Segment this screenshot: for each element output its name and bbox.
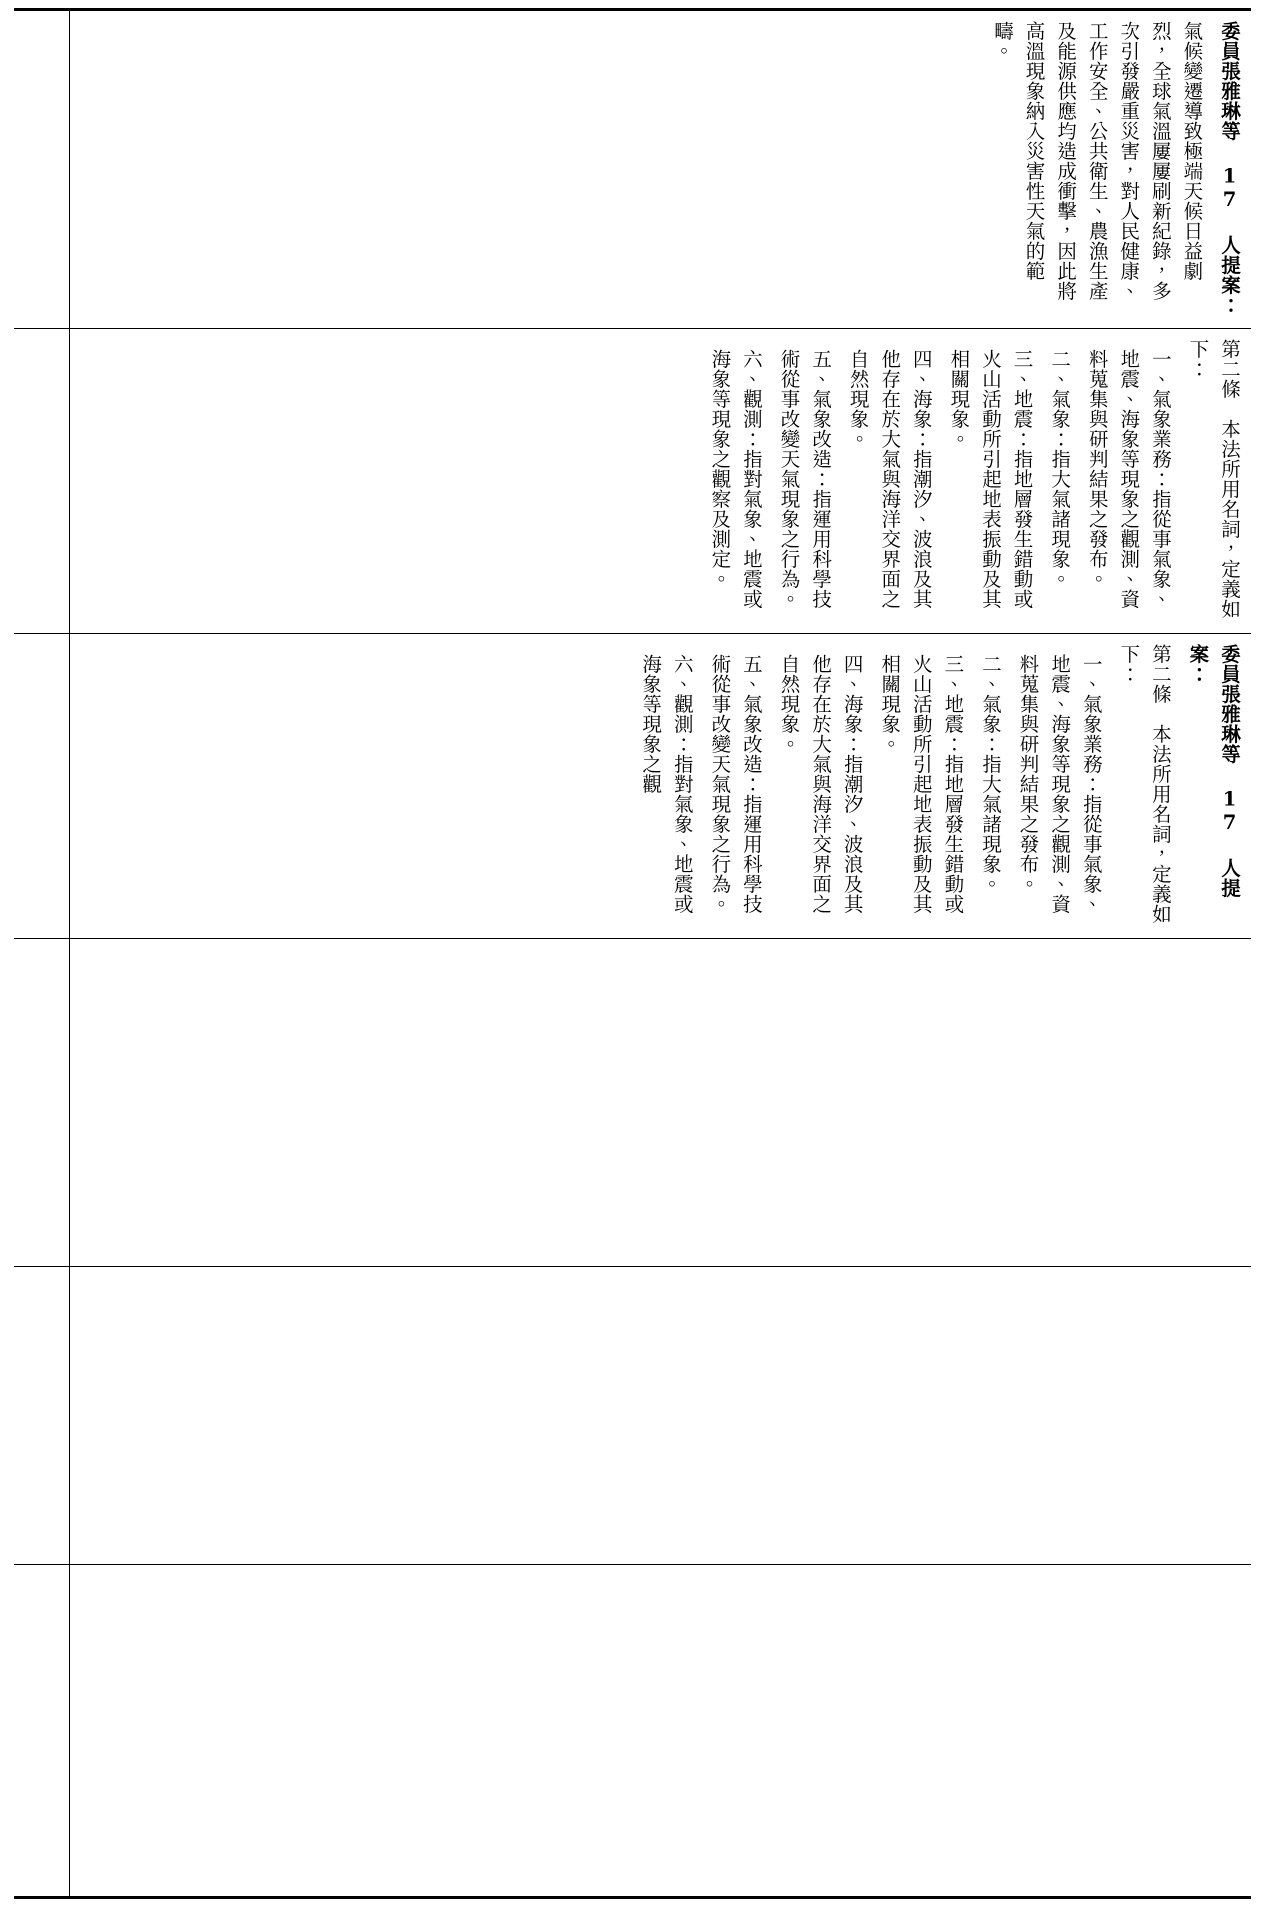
row-gutter: [14, 634, 70, 938]
comparison-table: [14, 8, 1251, 1899]
table-row-blank: [14, 939, 1251, 1267]
table-row: [14, 329, 1251, 634]
row-gutter: [14, 1267, 70, 1564]
proposal-b-item-2: 二、氣象：指大氣諸現象。: [978, 654, 1002, 894]
proposal-b-heading: 委員張雅琳等 17 人提案：: [1186, 644, 1241, 898]
table-row: [14, 634, 1251, 939]
row-gutter: [14, 11, 70, 328]
cell-proposal-a: [70, 11, 1251, 328]
proposal-b-article: 第二條 本法所用名詞，定義如下：: [1117, 644, 1172, 924]
cell-current-law: [70, 329, 1251, 633]
current-law-item-2: 二、氣象：指大氣諸現象。: [1048, 349, 1072, 589]
cell-blank-1: [70, 939, 1251, 1266]
row-gutter: [14, 939, 70, 1266]
current-law-item-4: 四、海象：指潮汐、波浪及其他存在於大氣與海洋交界面之自然現象。: [846, 349, 933, 609]
current-law-item-6: 六、觀測：指對氣象、地震或海象等現象之觀察及測定。: [708, 349, 763, 609]
proposal-a-heading: 委員張雅琳等 17 人提案：: [1218, 21, 1241, 315]
proposal-b-item-4: 四、海象：指潮汐、波浪及其他存在於大氣與海洋交界面之自然現象。: [777, 654, 864, 914]
current-law-item-5: 五、氣象改造：指運用科學技術從事改變天氣現象之行為。: [777, 349, 833, 609]
cell-proposal-b: [70, 634, 1251, 938]
cell-blank-2: [70, 1267, 1251, 1564]
proposal-a-paragraph-1: 氣候變遷導致極端天候日益劇烈，全球氣溫屢屢刷新紀錄，多次引發嚴重災害，對人民健康、工作安全、公共衛生、農漁生產及能源供應均造成衝擊，因此將高溫現象納入災害性天氣的範疇。: [990, 21, 1204, 301]
table-row-blank: [14, 1565, 1251, 1896]
current-law-article: 第二條 本法所用名詞，定義如下：: [1186, 339, 1241, 619]
table-row: [14, 11, 1251, 329]
proposal-b-item-1: 一、氣象業務：指從事氣象、地震、海象等現象之觀測、資料蒐集與研判結果之發布。: [1016, 654, 1103, 914]
proposal-b-item-6: 六、觀測：指對氣象、地震或海象等現象之觀: [639, 654, 694, 914]
current-law-item-1: 一、氣象業務：指從事氣象、地震、海象等現象之觀測、資料蒐集與研判結果之發布。: [1085, 349, 1172, 609]
proposal-b-item-3: 三、地震：指地層發生錯動或火山活動所引起地表振動及其相關現象。: [878, 654, 965, 914]
row-gutter: [14, 1565, 70, 1896]
row-gutter: [14, 329, 70, 633]
cell-blank-3: [70, 1565, 1251, 1896]
proposal-b-item-5: 五、氣象改造：指運用科學技術從事改變天氣現象之行為。: [708, 654, 763, 914]
current-law-item-3: 三、地震：指地層發生錯動或火山活動所引起地表振動及其相關現象。: [947, 349, 1034, 609]
table-row-blank: [14, 1267, 1251, 1565]
